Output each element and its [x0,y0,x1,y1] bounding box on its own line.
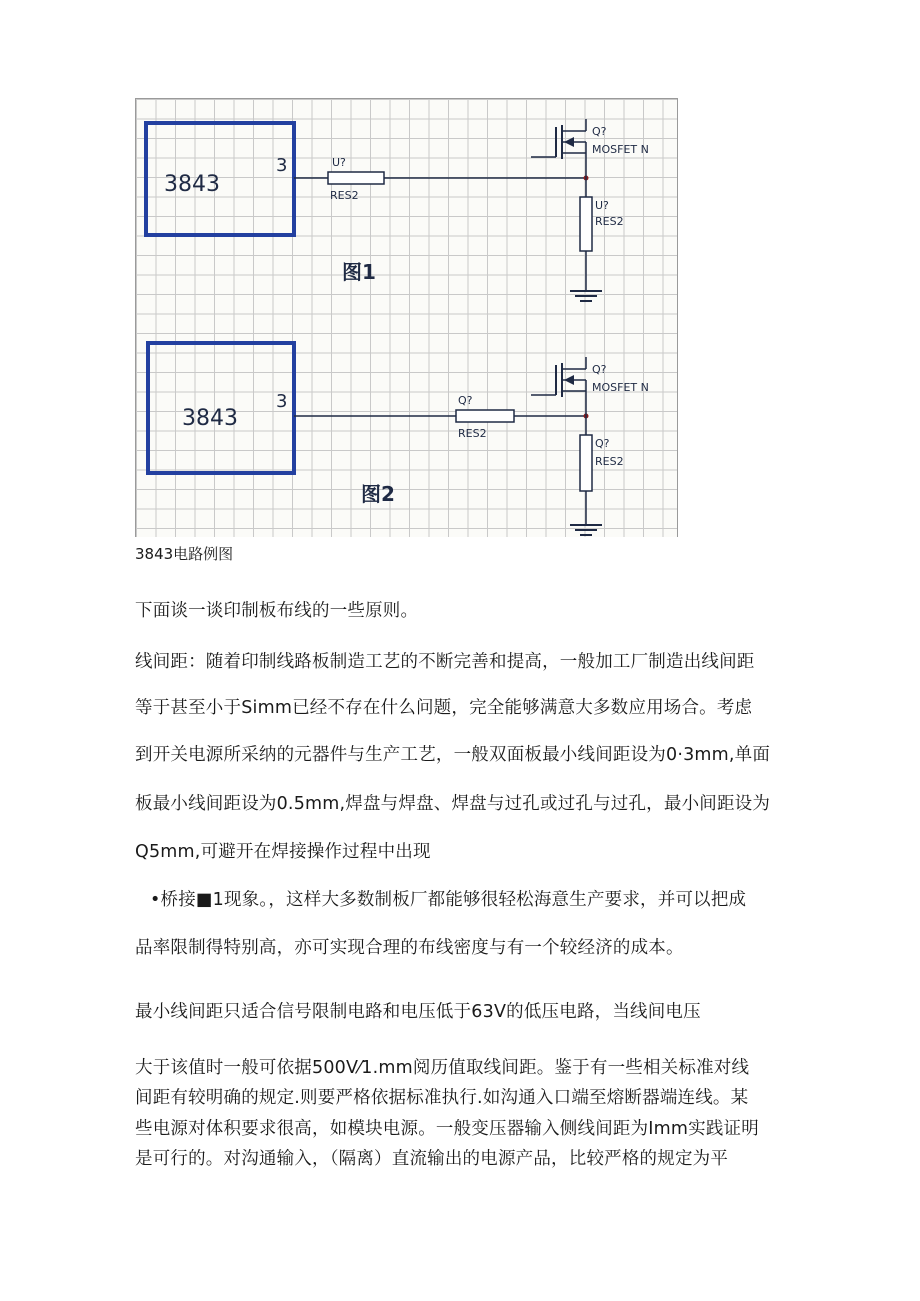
paragraph-line-6: Q5mm,可避开在焊接操作过程中出现 [135,842,431,862]
paragraph-line-11: 间距有较明确的规定.则要严格依据标准执行.如沟通入口端至熔断器端连线。某 [135,1088,749,1108]
paragraph-line-13: 是可行的。对沟通输入，（隔离）直流输出的电源产品，比较严格的规定为平 [135,1149,729,1169]
pin-3-label-2: 3 [276,391,288,412]
paragraph-line-1: 下面谈一谈印制板布线的一些原则。 [135,601,419,621]
shunt-resistor-1 [580,197,592,251]
paragraph-line-2: 线间距：随着印制线路板制造工艺的不断完善和提高，一般加工厂制造出线间距 [135,652,755,672]
series-resistor-ref-2: Q? [458,394,473,407]
circuit-figure [135,98,678,537]
paragraph-line-3: 等于甚至小于Simm已经不存在什么问题，完全能够满意大多数应用场合。考虑 [135,698,753,718]
series-resistor-2 [456,410,514,422]
mosfet-1 [531,119,586,178]
series-resistor-value-1: RES2 [330,189,359,202]
mosfet-value-1: MOSFET N [592,143,649,156]
paragraph-line-8: 品率限制得特别高，亦可实现合理的布线密度与有一个较经济的成本。 [135,938,684,958]
ground-symbol-1 [570,291,602,301]
series-resistor-value-2: RES2 [458,427,487,440]
pin-3-label-1: 3 [276,155,288,176]
shunt-resistor-2 [580,435,592,491]
series-resistor-ref-1: U? [332,156,346,169]
paragraph-line-4: 到开关电源所采纳的元器件与生产工艺，一般双面板最小线间距设为0·3mm,单面 [135,745,771,765]
ic-3843-label-2: 3843 [182,406,238,431]
paragraph-line-7: •桥接■1现象。，这样大多数制板厂都能够很轻松海意生产要求，并可以把成 [150,890,747,910]
ic-3843-label-1: 3843 [164,172,220,197]
paragraph-line-10: 大于该值时一般可依据500V⁄1.mm阅历值取线间距。鉴于有一些相关标准对线 [135,1058,750,1078]
figure-1-label: 图1 [342,260,376,284]
shunt-resistor-value-1: RES2 [595,215,624,228]
schematic-drawing [136,99,677,537]
series-resistor-1 [328,172,384,184]
mosfet-ref-1: Q? [592,125,607,138]
shunt-resistor-ref-1: U? [595,199,609,212]
shunt-resistor-value-2: RES2 [595,455,624,468]
paragraph-line-9: 最小线间距只适合信号限制电路和电压低于63V的低压电路，当线间电压 [135,1002,701,1022]
mosfet-ref-2: Q? [592,363,607,376]
paragraph-line-5: 板最小线间距设为0.5mm,焊盘与焊盘、焊盘与过孔或过孔与过孔，最小间距设为 [135,794,771,814]
shunt-resistor-ref-2: Q? [595,437,610,450]
figure-2-label: 图2 [361,482,395,506]
mosfet-value-2: MOSFET N [592,381,649,394]
figure-caption: 3843电路例图 [135,545,234,563]
ground-symbol-2 [570,525,602,535]
paragraph-line-12: 些电源对体积要求很高，如模块电源。一般变压器输入侧线间距为Imm实践证明 [135,1119,759,1139]
mosfet-2 [531,357,586,416]
